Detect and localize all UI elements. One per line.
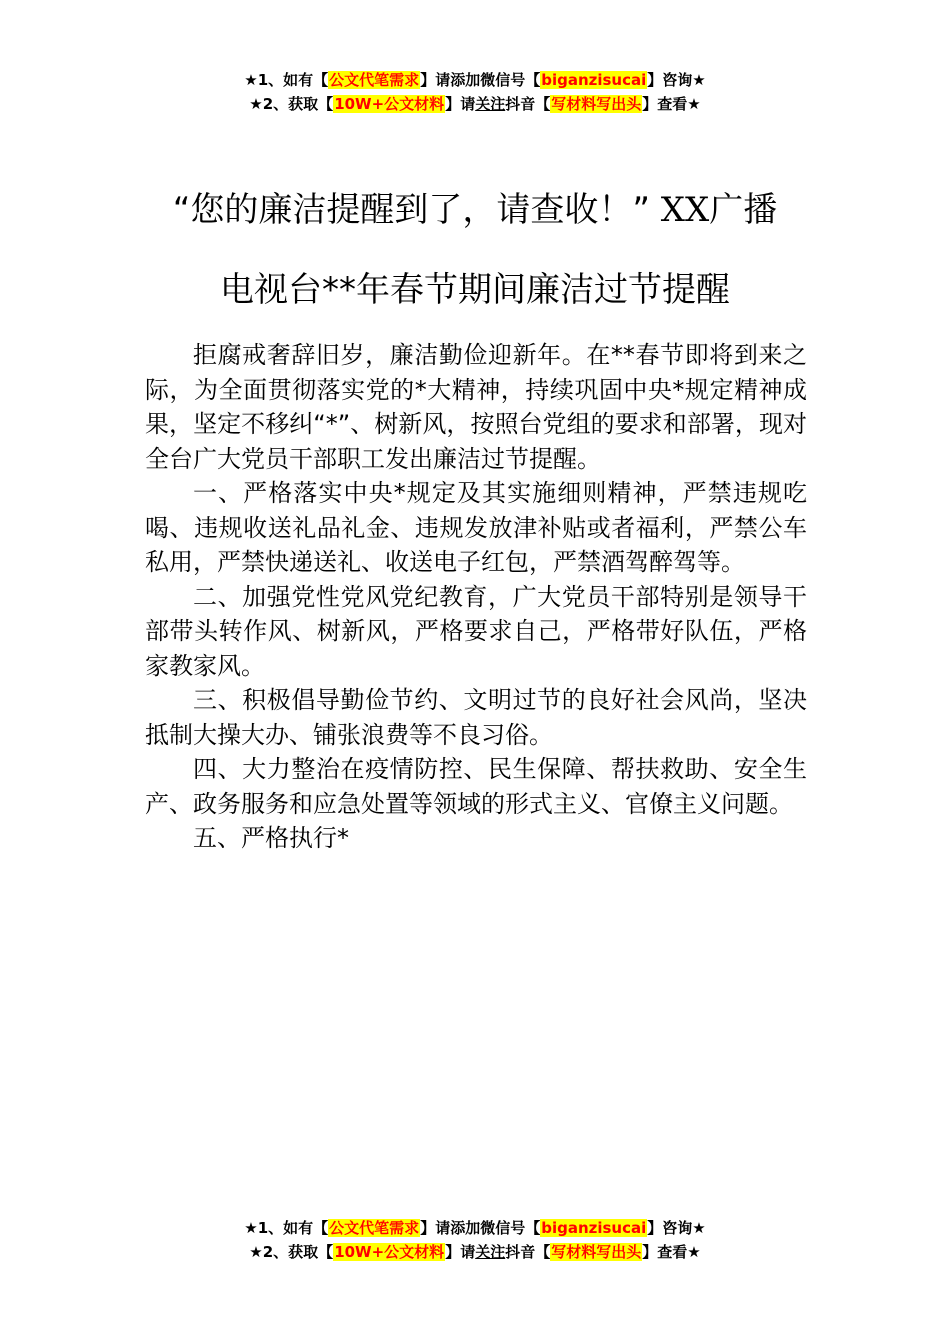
document-body	[145, 338, 807, 856]
underlined-follow: 关注	[475, 1243, 506, 1261]
highlight-douyin: 写材料写出头	[551, 1243, 642, 1261]
paragraph-item-5: 五、严格执行*	[193, 824, 349, 852]
title-line-1	[100, 170, 850, 250]
banner-text: 抖音【	[505, 95, 551, 113]
highlight-douyin: 写材料写出头	[551, 95, 642, 113]
highlight-service: 公文代笔需求	[329, 71, 420, 89]
banner-text: 】请添加微信号【	[420, 71, 541, 89]
banner-text: 】请	[445, 1243, 476, 1261]
banner-text: ★2、获取【	[249, 95, 334, 113]
banner-line-2	[0, 92, 950, 116]
title-text: 广播	[709, 190, 778, 230]
underlined-follow: 关注	[475, 95, 506, 113]
footer-banner	[0, 1216, 950, 1264]
banner-line-1	[0, 1216, 950, 1240]
banner-text: ★2、获取【	[249, 1243, 334, 1261]
banner-text: 】请添加微信号【	[420, 1219, 541, 1237]
paragraph-intro: 拒腐戒奢辞旧岁，廉洁勤俭迎新年。在**春节即将到来之际，为全面贯彻落实党的*大精神，持续巩固中央*规定精神成果，坚定不移纠“*”、树新风，按照台党组的要求和部署，现对全台广大党员干部职工发出廉洁过节提醒。	[145, 341, 807, 473]
highlight-materials: 10W+公文材料	[334, 1243, 445, 1261]
banner-text: 】查看★	[642, 95, 701, 113]
banner-text: 】咨询★	[647, 71, 706, 89]
banner-line-1	[0, 68, 950, 92]
paragraph-item-3: 三、积极倡导勤俭节约、文明过节的良好社会风尚，坚决抵制大操大办、铺张浪费等不良习俗。	[145, 686, 807, 749]
banner-text: ★1、如有【	[244, 1219, 329, 1237]
banner-text: 】咨询★	[647, 1219, 706, 1237]
document-title	[100, 170, 850, 330]
highlight-materials: 10W+公文材料	[334, 95, 445, 113]
title-text: “您的廉洁提醒到了，请查收！”	[172, 190, 650, 230]
header-banner	[0, 68, 950, 116]
paragraph-item-1: 一、严格落实中央*规定及其实施细则精神，严禁违规吃喝、违规收送礼品礼金、违规发放津补贴或者福利，严禁公车私用，严禁快递送礼、收送电子红包，严禁酒驾醉驾等。	[145, 479, 807, 576]
banner-text: 】查看★	[642, 1243, 701, 1261]
paragraph-item-2: 二、加强党性党风党纪教育，广大党员干部特别是领导干部带头转作风、树新风，严格要求自己，严格带好队伍，严格家教家风。	[145, 582, 807, 680]
banner-text: 抖音【	[505, 1243, 551, 1261]
banner-text: 】请	[445, 95, 476, 113]
banner-text: ★1、如有【	[244, 71, 329, 89]
title-text: XX	[650, 190, 710, 230]
banner-line-2	[0, 1240, 950, 1264]
highlight-wechat-id: biganzisucai	[541, 71, 647, 89]
highlight-wechat-id: biganzisucai	[541, 1219, 647, 1237]
highlight-service: 公文代笔需求	[329, 1219, 420, 1237]
title-line-2: 电视台**年春节期间廉洁过节提醒	[220, 270, 730, 310]
paragraph-item-4: 四、大力整治在疫情防控、民生保障、帮扶救助、安全生产、政务服务和应急处置等领域的形式主义、官僚主义问题。	[145, 755, 807, 818]
